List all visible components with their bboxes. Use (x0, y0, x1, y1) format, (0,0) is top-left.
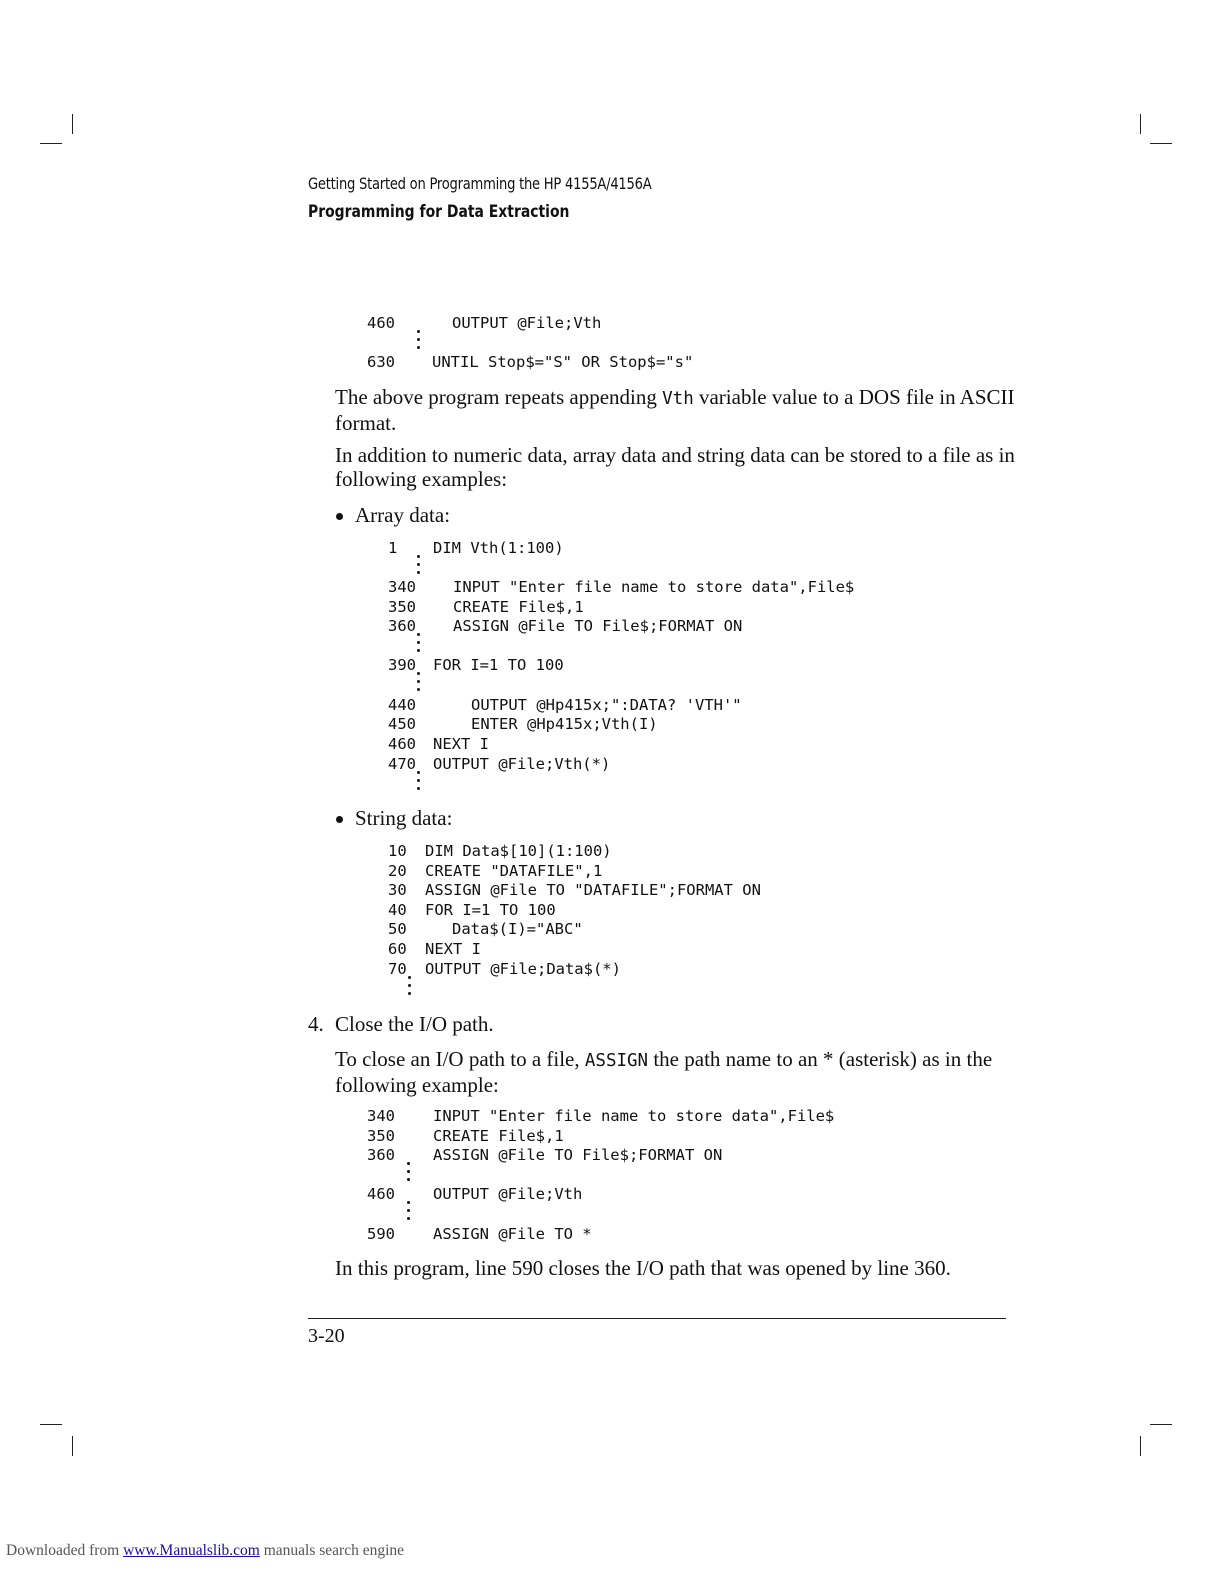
code-statement: CREATE "DATAFILE",1 (425, 862, 603, 880)
code-statement: FOR I=1 TO 100 (425, 901, 556, 919)
code-line-number: 360 (388, 617, 416, 635)
footer-suffix: manuals search engine (259, 1542, 405, 1559)
footer-rule (308, 1318, 1006, 1319)
code-line-number: 590 (367, 1225, 395, 1243)
code-line-number: 460 (388, 735, 416, 753)
code-statement: FOR I=1 TO 100 (433, 656, 564, 674)
code-line-number: 20 (388, 862, 407, 880)
crop-mark (1140, 1436, 1141, 1456)
code-line-number: 350 (388, 598, 416, 616)
code-statement: OUTPUT @File;Vth (452, 314, 602, 332)
code-line-number: 360 (367, 1146, 395, 1164)
code-statement: ASSIGN @File TO "DATAFILE";FORMAT ON (425, 881, 761, 899)
code-block-string (388, 842, 988, 1002)
code-line-number: 460 (367, 314, 395, 332)
paragraph-text: variable value to a DOS file in ASCII format. (335, 385, 1015, 435)
inline-code: Vth (662, 389, 694, 409)
crop-mark (1140, 114, 1141, 134)
code-statement: CREATE File$,1 (453, 598, 584, 616)
code-line-number: 70 (388, 960, 407, 978)
ellipsis-dots (417, 672, 420, 696)
ellipsis-dots (407, 1162, 410, 1186)
code-statement: OUTPUT @File;Data$(*) (425, 960, 621, 978)
crop-mark (40, 143, 62, 144)
code-line-number: 470 (388, 755, 416, 773)
code-block-loop (367, 314, 867, 374)
code-statement: OUTPUT @File;Vth(*) (433, 755, 611, 773)
code-statement: OUTPUT @Hp415x;":DATA? 'VTH'" (471, 696, 742, 714)
code-line-number: 50 (388, 920, 407, 938)
code-line-number: 460 (367, 1185, 395, 1203)
section-title: Programming for Data Extraction (308, 202, 570, 222)
ellipsis-dots (407, 1201, 410, 1225)
code-statement: INPUT "Enter file name to store data",File$ (453, 578, 855, 596)
bullet-icon (336, 816, 343, 823)
code-line-number: 30 (388, 881, 407, 899)
crop-mark (1150, 143, 1172, 144)
code-line-number: 1 (388, 539, 398, 557)
paragraph-data-types: In addition to numeric data, array data and string data can be stored to a file as in following examples: (335, 443, 1015, 491)
code-statement: INPUT "Enter file name to store data",File$ (433, 1107, 835, 1125)
footer-prefix: Downloaded from (6, 1542, 124, 1559)
code-line-number: 450 (388, 715, 416, 733)
crop-mark (72, 1436, 73, 1456)
ellipsis-dots (417, 771, 420, 795)
paragraph-close-path (335, 1048, 1025, 1097)
code-line-number: 390 (388, 656, 416, 674)
paragraph-text: The above program repeats appending (335, 385, 663, 409)
code-statement: Data$(I)="ABC" (452, 920, 583, 938)
running-title: Getting Started on Programming the HP 4155A/4156A (308, 174, 652, 193)
paragraph-text: the path name to an * (asterisk) as in the following example: (335, 1047, 993, 1097)
download-footer (6, 1542, 404, 1560)
code-line-number: 60 (388, 940, 407, 958)
code-statement: UNTIL Stop$="S" OR Stop$="s" (432, 353, 694, 371)
step-number: 4. (308, 1012, 324, 1036)
paragraph-text: To close an I/O path to a file, (335, 1047, 585, 1071)
bullet-icon (336, 513, 343, 520)
code-statement: DIM Data$[10](1:100) (425, 842, 612, 860)
ellipsis-dots (417, 633, 420, 657)
paragraph-line-590: In this program, line 590 closes the I/O path that was opened by line 360. (335, 1256, 951, 1280)
code-statement: ENTER @Hp415x;Vth(I) (471, 715, 658, 733)
code-statement: ASSIGN @File TO * (433, 1225, 592, 1243)
ellipsis-dots (417, 555, 420, 579)
code-line-number: 630 (367, 353, 395, 371)
crop-mark (40, 1424, 62, 1425)
code-line-number: 40 (388, 901, 407, 919)
bullet-label-string: String data: (355, 806, 453, 830)
crop-mark (72, 114, 73, 134)
code-line-number: 340 (388, 578, 416, 596)
code-line-number: 440 (388, 696, 416, 714)
inline-code: ASSIGN (584, 1051, 649, 1071)
step-title: Close the I/O path. (335, 1012, 494, 1036)
manualslib-link[interactable]: www.Manualslib.com (123, 1542, 260, 1559)
code-statement: ASSIGN @File TO File$;FORMAT ON (453, 617, 743, 635)
bullet-label-array: Array data: (355, 503, 451, 527)
ellipsis-dots (408, 976, 411, 1000)
paragraph-append-description (335, 386, 1015, 435)
code-block-close (367, 1107, 967, 1247)
ellipsis-dots (417, 330, 420, 354)
code-line-number: 350 (367, 1127, 395, 1145)
code-statement: DIM Vth(1:100) (433, 539, 564, 557)
page-number: 3-20 (308, 1325, 345, 1347)
code-statement: CREATE File$,1 (433, 1127, 564, 1145)
code-statement: NEXT I (433, 735, 489, 753)
code-line-number: 340 (367, 1107, 395, 1125)
code-statement: ASSIGN @File TO File$;FORMAT ON (433, 1146, 723, 1164)
code-line-number: 10 (388, 842, 407, 860)
code-block-array (388, 539, 988, 789)
code-statement: OUTPUT @File;Vth (433, 1185, 583, 1203)
crop-mark (1150, 1424, 1172, 1425)
code-statement: NEXT I (425, 940, 481, 958)
